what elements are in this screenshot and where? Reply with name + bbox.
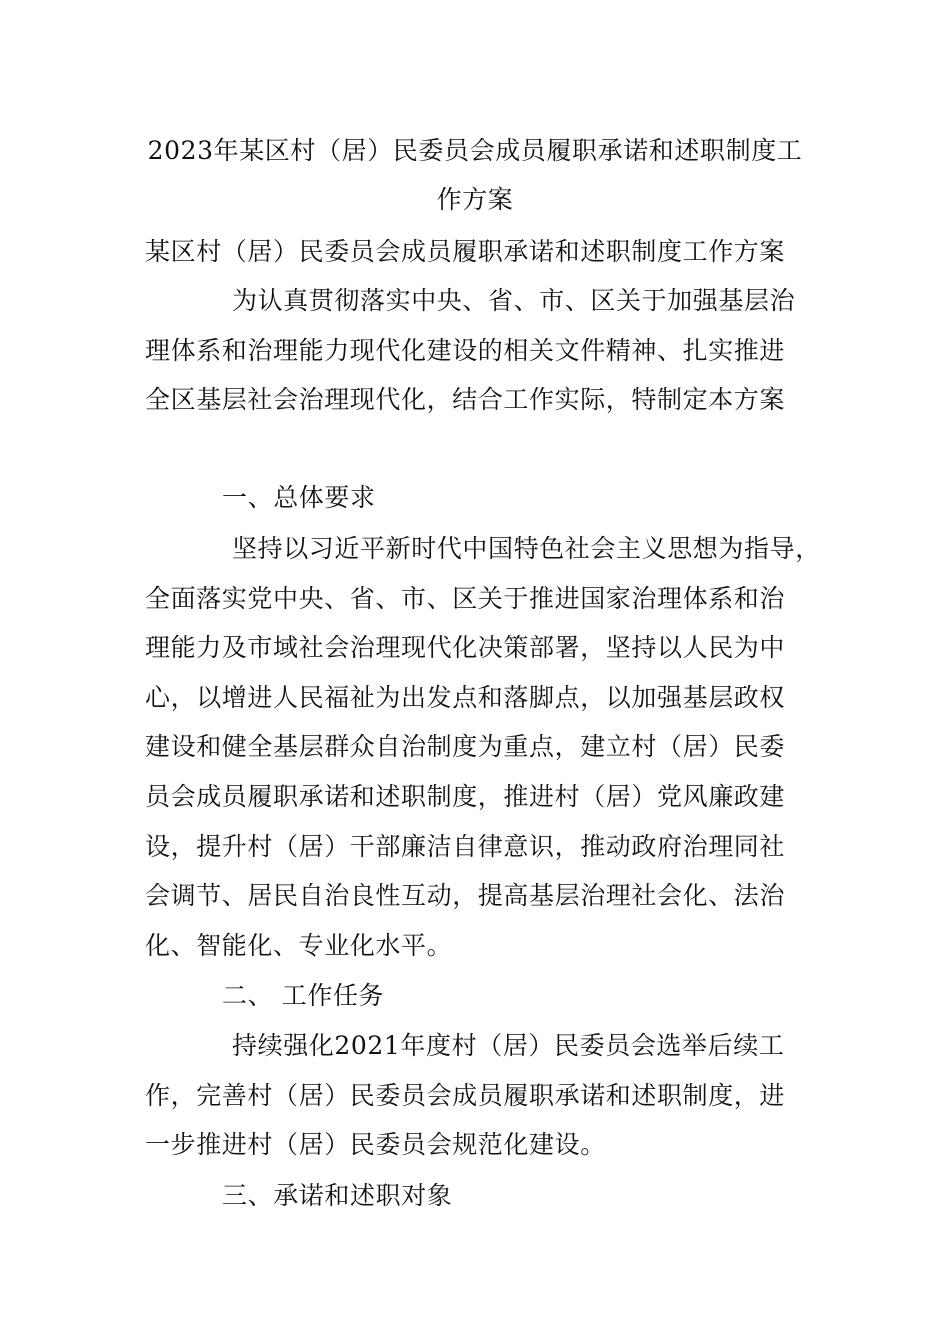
section-1-heading: 一、总体要求 (222, 483, 376, 512)
section-2-line-3: 一步推进村（居）民委员会规范化建设。 (145, 1130, 606, 1159)
section-1-line-3: 理能力及市域社会治理现代化决策部署，坚持以人民为中 (145, 633, 786, 662)
section-2-line-1: 持续强化2021年度村（居）民委员会选举后续工 (232, 1031, 785, 1060)
section-1-line-1: 坚持以习近平新时代中国特色社会主义思想为指导， (232, 534, 821, 563)
section-2-line-2: 作，完善村（居）民委员会成员履职承诺和述职制度，进 (145, 1081, 786, 1110)
section-1-line-2: 全面落实党中央、省、市、区关于推进国家治理体系和治 (145, 584, 786, 613)
section-1-line-8: 会调节、居民自治良性互动，提高基层治理社会化、法治 (145, 881, 786, 910)
section-1-line-7: 设，提升村（居）干部廉洁自律意识，推动政府治理同社 (145, 832, 786, 861)
intro-line-3: 全区基层社会治理现代化，结合工作实际，特制定本方案 (145, 385, 786, 414)
document-title-line-1: 2023年某区村（居）民委员会成员履职承诺和述职制度工 (147, 136, 803, 165)
section-1-line-9: 化、智能化、专业化水平。 (145, 931, 453, 960)
section-1-line-5: 建设和健全基层群众自治制度为重点，建立村（居）民委 (145, 732, 786, 761)
section-1-line-4: 心，以增进人民福祉为出发点和落脚点，以加强基层政权 (145, 683, 786, 712)
intro-line-1: 为认真贯彻落实中央、省、市、区关于加强基层治 (232, 286, 796, 315)
document-subtitle: 某区村（居）民委员会成员履职承诺和述职制度工作方案 (145, 237, 786, 266)
intro-line-2: 理体系和治理能力现代化建设的相关文件精神、扎实推进 (145, 336, 786, 365)
section-3-heading: 三、承诺和述职对象 (222, 1181, 453, 1210)
section-2-heading: 二、 工作任务 (222, 981, 385, 1010)
document-title-line-2: 作方案 (436, 185, 514, 214)
section-1-line-6: 员会成员履职承诺和述职制度，推进村（居）党风廉政建 (145, 782, 786, 811)
